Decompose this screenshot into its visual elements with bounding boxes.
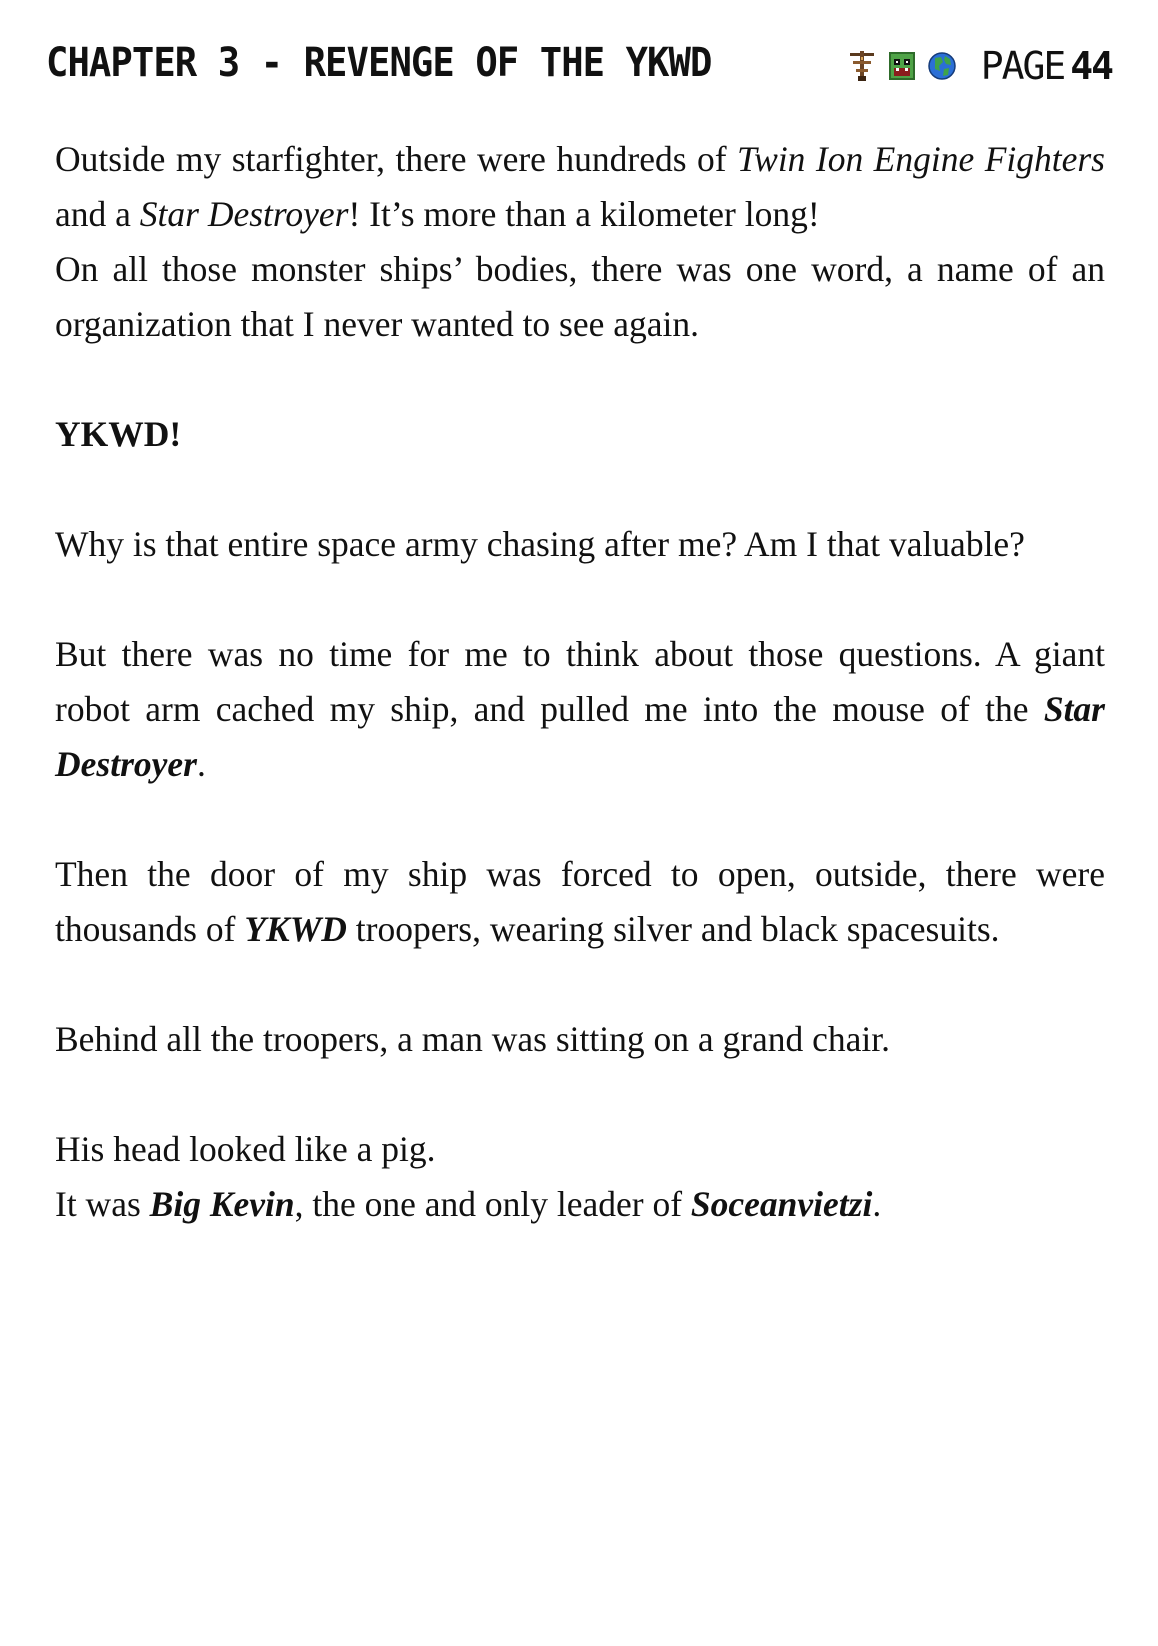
paragraph-6: Then the door of my ship was forced to open, outside, there were thousands of YKWD troopers, wearing silver and black spacesuits. [55,854,1105,949]
paragraph-4: Why is that entire space army chasing after me? Am I that valuable? [55,524,1025,564]
ship-name-star-destroyer-bold: Star Destroyer [55,689,1105,784]
paragraph-9: It was Big Kevin, the one and only leader of Soceanvietzi. [55,1184,882,1224]
paragraph-3: YKWD! [55,414,182,454]
page-label: PAGE [980,44,1065,88]
organization-name: YKWD [244,909,347,949]
page-number: 44 [1070,44,1112,88]
story-text [55,132,1105,1232]
ship-name-star-destroyer: Star Destroyer [139,194,349,234]
chapter-title: CHAPTER 3 - REVENGE OF THE YKWD [46,40,712,86]
ship-name-tie: Twin Ion Engine Fighters [737,139,1105,179]
place-name: Soceanvietzi [690,1184,873,1224]
paragraph-8: His head looked like a pig. [55,1129,436,1169]
paragraph-1: Outside my starfighter, there were hundreds of Twin Ion Engine Fighters and a Star Destroyer! It’s more than a kilometer long! [55,139,1105,234]
paragraph-2: On all those monster ships’ bodies, there was one word, a name of an organization that I never wanted to see again. [55,249,1105,344]
robot-face-icon [887,49,917,83]
globe-icon [927,49,957,83]
character-name: Big Kevin [149,1184,295,1224]
paragraph-5: But there was no time for me to think about those questions. A giant robot arm cached my ship, and pulled me into the mouse of the Star Destroyer. [55,634,1105,784]
page-header [46,38,1112,94]
starfighter-icon [847,49,877,83]
paragraph-7: Behind all the troopers, a man was sitting on a grand chair. [55,1019,891,1059]
header-right [847,44,1112,88]
